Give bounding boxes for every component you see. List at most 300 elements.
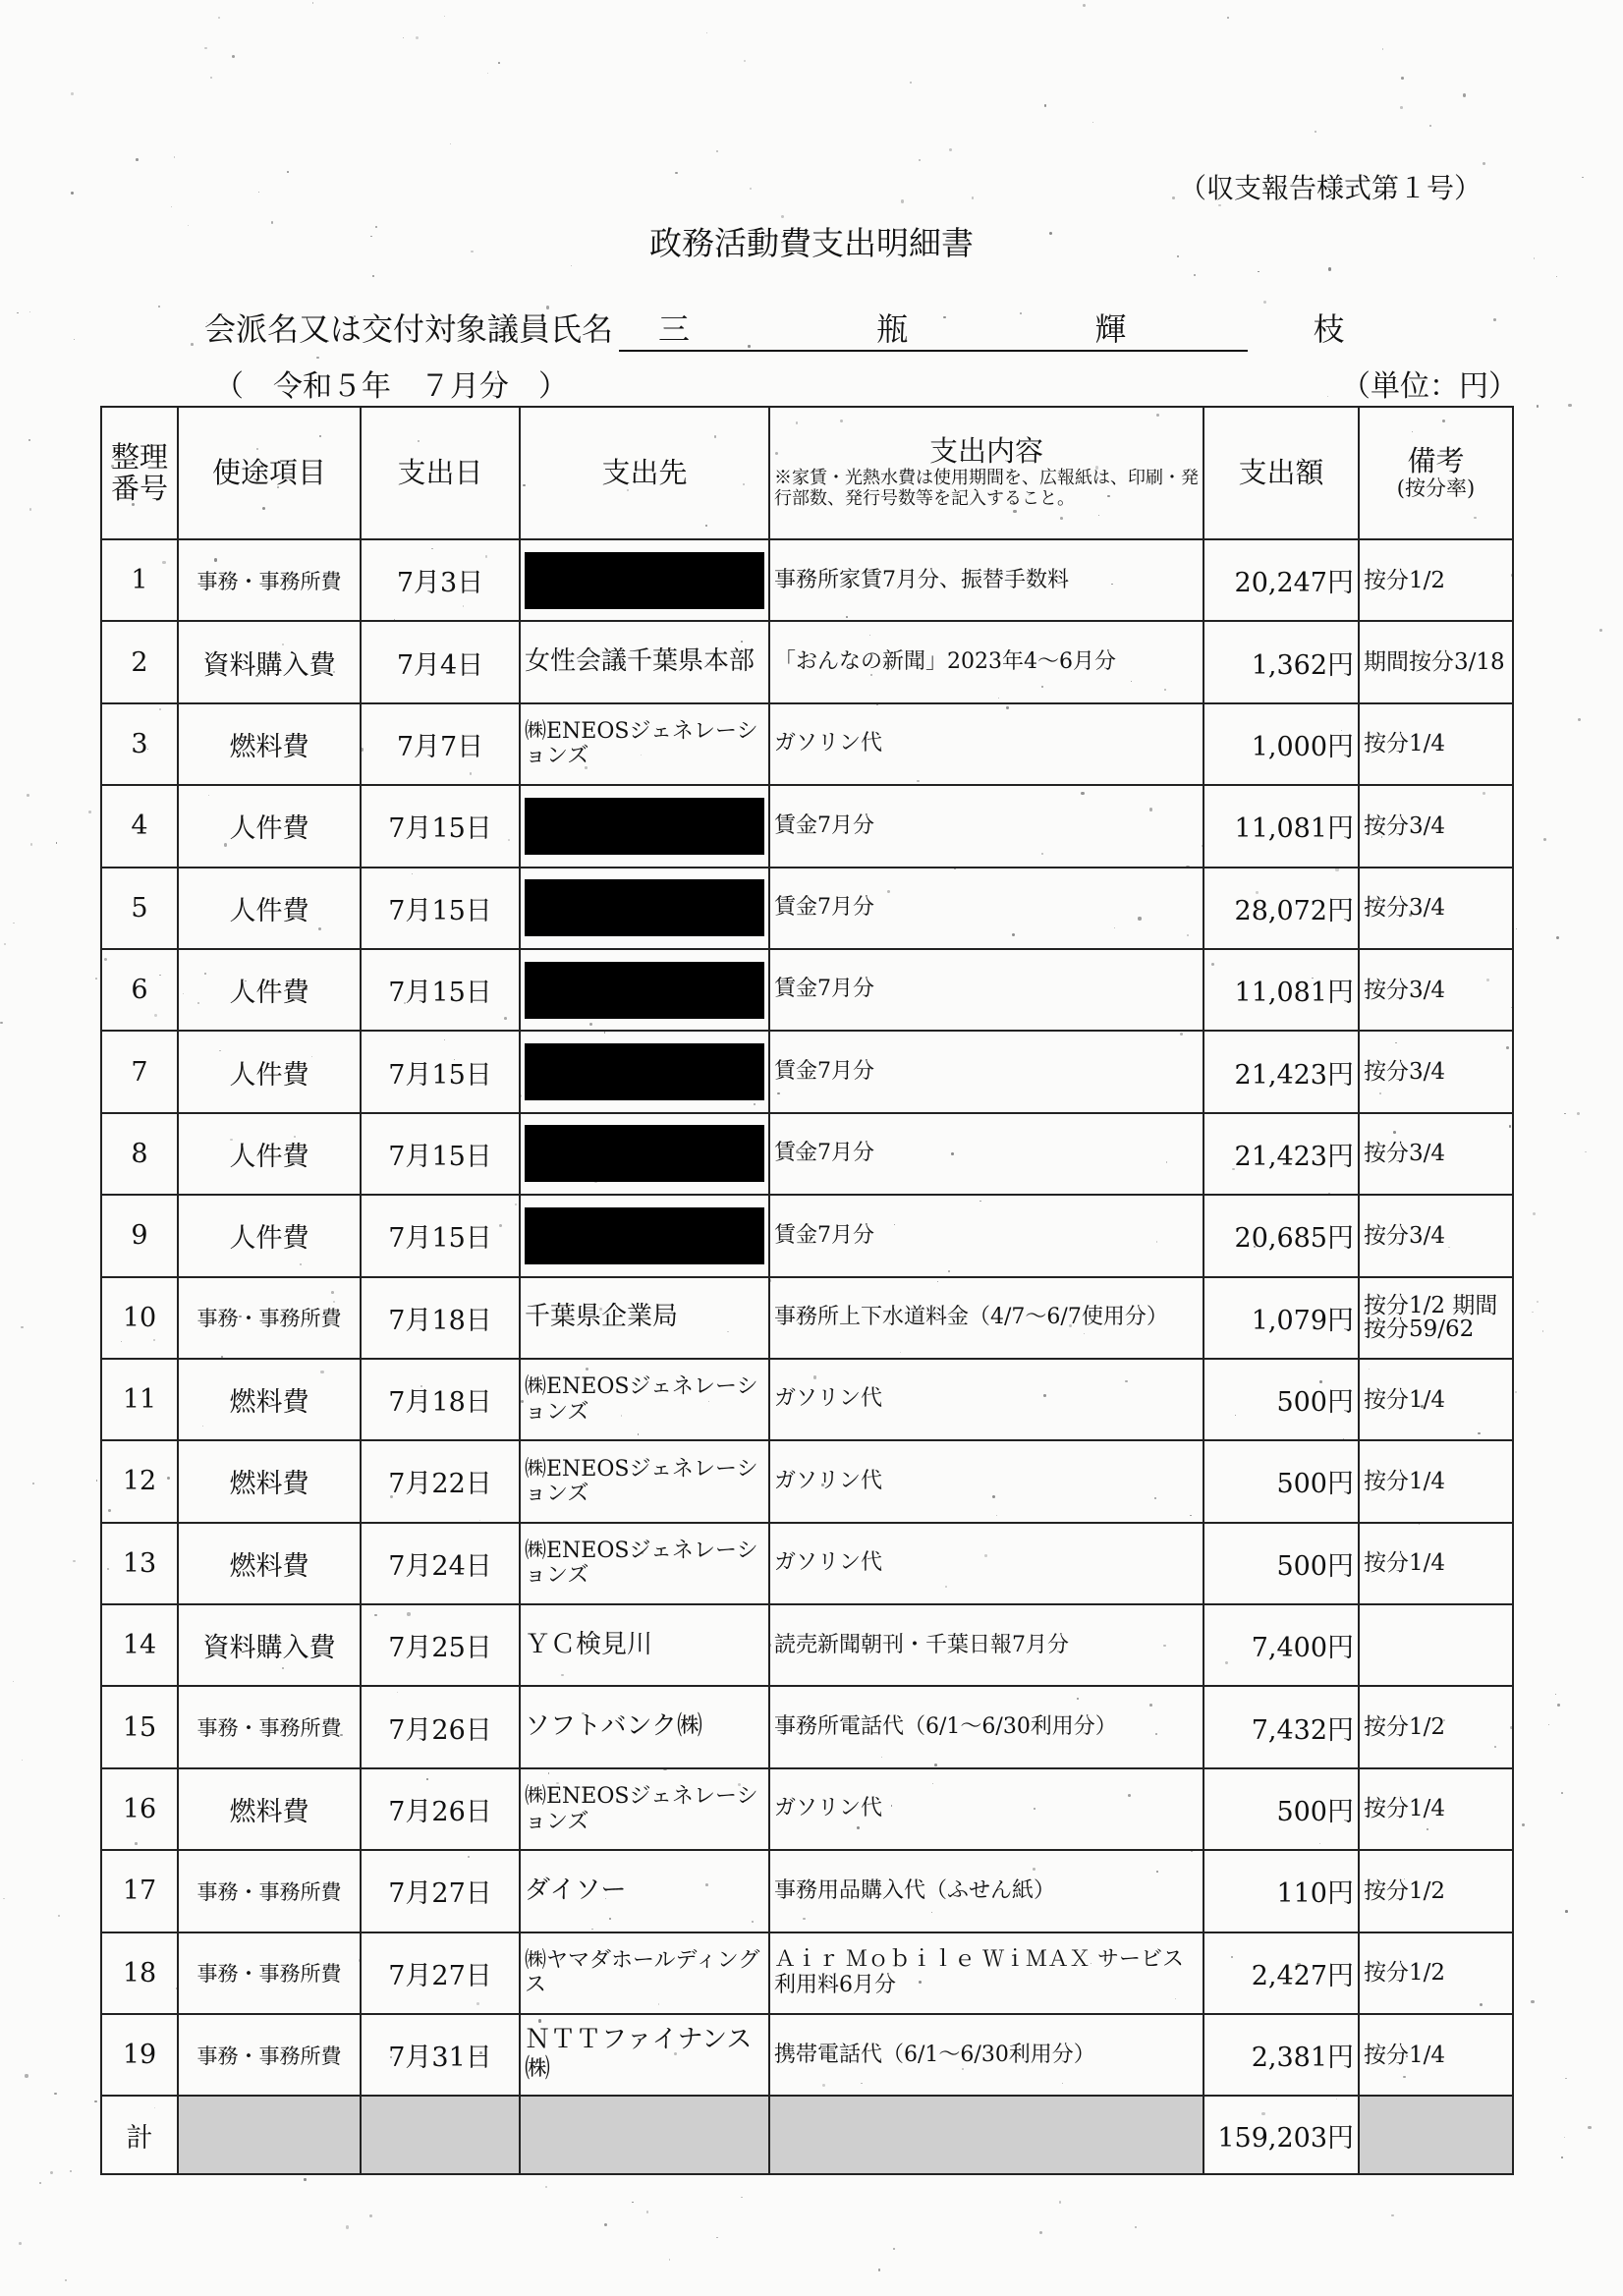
row-category: 燃料費 bbox=[178, 1359, 361, 1440]
scan-speck bbox=[1463, 93, 1466, 96]
table-row bbox=[101, 1113, 1513, 1195]
scan-speck bbox=[949, 148, 952, 151]
scan-speck bbox=[29, 311, 30, 312]
redaction-bar bbox=[525, 962, 764, 1019]
row-description: 事務所上下水道料金（4/7～6/7使用分） bbox=[769, 1277, 1203, 1359]
row-description: 賃金7月分 bbox=[769, 1113, 1203, 1195]
scan-speck bbox=[218, 17, 220, 19]
scan-speck bbox=[403, 37, 404, 38]
scan-speck bbox=[1227, 17, 1229, 19]
scan-speck bbox=[1391, 2214, 1393, 2216]
form-number: （収支報告様式第１号） bbox=[1179, 172, 1483, 204]
row-amount: 1,000円 bbox=[1203, 703, 1359, 785]
row-description: 「おんなの新聞」2023年4～6月分 bbox=[769, 621, 1203, 702]
row-payee: ＹＣ検見川 bbox=[520, 1604, 769, 1686]
scan-speck bbox=[744, 60, 746, 62]
row-category: 資料購入費 bbox=[178, 621, 361, 702]
row-number: 2 bbox=[101, 621, 178, 702]
scan-speck bbox=[71, 92, 73, 94]
scan-speck bbox=[1258, 271, 1259, 272]
row-category: 資料購入費 bbox=[178, 1604, 361, 1686]
col-header-description-note: ※家賃・光熱水費は使用期間を、広報紙は、印刷・発行部数、発行号数等を記入すること。 bbox=[774, 467, 1199, 510]
row-amount: 21,423円 bbox=[1203, 1113, 1359, 1195]
col-header-description bbox=[769, 407, 1203, 539]
row-payee: ㈱ENEOSジェネレーションズ bbox=[520, 1359, 769, 1440]
scan-speck bbox=[39, 2182, 42, 2185]
row-category: 燃料費 bbox=[178, 703, 361, 785]
scan-speck bbox=[95, 978, 97, 980]
scan-speck bbox=[204, 47, 207, 50]
row-payee: ＮＴＴファイナンス㈱ bbox=[520, 2014, 769, 2096]
scan-speck bbox=[74, 339, 75, 340]
scan-speck bbox=[1429, 125, 1431, 127]
row-category: 燃料費 bbox=[178, 1523, 361, 1604]
scan-speck bbox=[716, 2237, 717, 2238]
row-remarks: 按分3/4 bbox=[1359, 1113, 1513, 1195]
scan-speck bbox=[56, 842, 58, 844]
row-description: Ａｉｒ Ｍｏｂｉｌｅ ＷｉＭＡＸ サービス利用料6月分 bbox=[769, 1932, 1203, 2014]
scan-speck bbox=[304, 2178, 306, 2180]
scan-speck bbox=[878, 2268, 881, 2271]
scan-speck bbox=[174, 156, 175, 157]
table-header-row bbox=[101, 407, 1513, 539]
table-row bbox=[101, 1768, 1513, 1850]
scan-speck bbox=[750, 188, 752, 190]
row-date: 7月18日 bbox=[361, 1359, 520, 1440]
scan-speck bbox=[1599, 629, 1602, 632]
scan-speck bbox=[1315, 131, 1316, 133]
scan-speck bbox=[1543, 838, 1546, 841]
row-payee: ダイソー bbox=[520, 1850, 769, 1932]
row-number: 10 bbox=[101, 1277, 178, 1359]
row-category: 人件費 bbox=[178, 868, 361, 949]
scan-speck bbox=[669, 2259, 670, 2260]
scan-speck bbox=[716, 150, 718, 152]
row-date: 7月27日 bbox=[361, 1932, 520, 2014]
row-payee bbox=[520, 1031, 769, 1112]
redaction-bar bbox=[525, 879, 764, 936]
row-remarks: 按分3/4 bbox=[1359, 1195, 1513, 1276]
scan-speck bbox=[22, 1760, 23, 1761]
scan-speck bbox=[70, 2170, 72, 2172]
scan-speck bbox=[27, 794, 29, 797]
scan-speck bbox=[1401, 77, 1404, 80]
scan-speck bbox=[232, 55, 235, 58]
document-title: 政務活動費支出明細書 bbox=[649, 224, 974, 262]
table-row bbox=[101, 1195, 1513, 1276]
total-label: 計 bbox=[101, 2096, 178, 2174]
row-remarks: 按分1/4 bbox=[1359, 703, 1513, 785]
scan-speck bbox=[1555, 1694, 1556, 1695]
scan-speck bbox=[13, 923, 14, 924]
scan-speck bbox=[94, 2100, 97, 2103]
scan-speck bbox=[1588, 2126, 1591, 2129]
row-payee: ㈱ヤマダホールディングス bbox=[520, 1932, 769, 2014]
row-amount: 500円 bbox=[1203, 1359, 1359, 1440]
row-amount: 110円 bbox=[1203, 1850, 1359, 1932]
row-description: 賃金7月分 bbox=[769, 785, 1203, 867]
row-description: ガソリン代 bbox=[769, 1768, 1203, 1850]
scan-speck bbox=[158, 306, 161, 308]
member-name-label: 会派名又は交付対象議員氏名 bbox=[204, 310, 614, 348]
scan-speck bbox=[1483, 162, 1485, 165]
scan-speck bbox=[19, 2242, 22, 2245]
scan-speck bbox=[1561, 1792, 1563, 1794]
col-header-remarks bbox=[1359, 407, 1513, 539]
reporting-period: （ 令和５年 ７月分 ） bbox=[214, 369, 568, 404]
scan-speck bbox=[1522, 1823, 1525, 1826]
scan-speck bbox=[1194, 274, 1196, 276]
row-number: 16 bbox=[101, 1768, 178, 1850]
row-date: 7月15日 bbox=[361, 1195, 520, 1276]
scan-speck bbox=[258, 192, 259, 193]
scan-speck bbox=[1565, 1910, 1568, 1913]
row-date: 7月22日 bbox=[361, 1440, 520, 1522]
row-remarks: 按分1/2 bbox=[1359, 539, 1513, 621]
row-date: 7月18日 bbox=[361, 1277, 520, 1359]
scan-speck bbox=[1044, 104, 1047, 107]
row-category: 人件費 bbox=[178, 1195, 361, 1276]
row-number: 7 bbox=[101, 1031, 178, 1112]
row-category: 事務・事務所費 bbox=[178, 1932, 361, 2014]
scan-speck bbox=[910, 82, 912, 84]
scan-speck bbox=[50, 2171, 53, 2174]
scan-speck bbox=[487, 73, 488, 74]
row-date: 7月26日 bbox=[361, 1768, 520, 1850]
row-date: 7月15日 bbox=[361, 949, 520, 1031]
table-row bbox=[101, 621, 1513, 702]
row-category: 事務・事務所費 bbox=[178, 1850, 361, 1932]
scan-speck bbox=[1172, 196, 1175, 199]
row-date: 7月25日 bbox=[361, 1604, 520, 1686]
row-number: 6 bbox=[101, 949, 178, 1031]
scan-speck bbox=[1537, 405, 1539, 407]
total-blank-cell bbox=[769, 2096, 1203, 2174]
row-amount: 1,362円 bbox=[1203, 621, 1359, 702]
row-payee: ㈱ENEOSジェネレーションズ bbox=[520, 1440, 769, 1522]
row-description: 事務所家賃7月分、振替手数料 bbox=[769, 539, 1203, 621]
scan-speck bbox=[1556, 276, 1557, 277]
scan-speck bbox=[1578, 718, 1581, 721]
scan-speck bbox=[1039, 2231, 1042, 2234]
scan-speck bbox=[1565, 2078, 1567, 2080]
row-payee bbox=[520, 949, 769, 1031]
row-amount: 7,400円 bbox=[1203, 1604, 1359, 1686]
scan-speck bbox=[191, 343, 194, 346]
scan-speck bbox=[1533, 1212, 1536, 1215]
row-description: ガソリン代 bbox=[769, 703, 1203, 785]
scan-speck bbox=[901, 199, 904, 202]
table-row bbox=[101, 1932, 1513, 2014]
row-remarks: 按分1/4 bbox=[1359, 1440, 1513, 1522]
scan-speck bbox=[346, 2225, 349, 2228]
member-name-row bbox=[204, 305, 1433, 352]
scan-speck bbox=[1557, 1704, 1560, 1707]
row-remarks: 按分1/2 bbox=[1359, 1932, 1513, 2014]
col-header-no: 整理番号 bbox=[101, 407, 178, 539]
table-row bbox=[101, 1686, 1513, 1767]
row-category: 人件費 bbox=[178, 1113, 361, 1195]
row-number: 19 bbox=[101, 2014, 178, 2096]
row-date: 7月15日 bbox=[361, 1031, 520, 1112]
col-header-amount: 支出額 bbox=[1203, 407, 1359, 539]
col-header-remarks-sub: (按分率) bbox=[1396, 476, 1476, 500]
row-remarks: 按分1/2 bbox=[1359, 1850, 1513, 1932]
col-header-payee: 支出先 bbox=[520, 407, 769, 539]
row-category: 事務・事務所費 bbox=[178, 2014, 361, 2096]
row-remarks: 按分1/4 bbox=[1359, 2014, 1513, 2096]
row-description: 賃金7月分 bbox=[769, 1031, 1203, 1112]
member-name-value: 三 瓶 輝 枝 bbox=[619, 305, 1248, 352]
scan-speck bbox=[58, 1915, 60, 1917]
scan-speck bbox=[369, 2214, 372, 2217]
row-amount: 7,432円 bbox=[1203, 1686, 1359, 1767]
col-header-date: 支出日 bbox=[361, 407, 520, 539]
row-remarks: 按分1/2 bbox=[1359, 1686, 1513, 1767]
scan-speck bbox=[1561, 2156, 1563, 2158]
table-row bbox=[101, 539, 1513, 621]
scan-speck bbox=[21, 1326, 23, 1328]
row-date: 7月7日 bbox=[361, 703, 520, 785]
row-number: 18 bbox=[101, 1932, 178, 2014]
row-date: 7月24日 bbox=[361, 1523, 520, 1604]
scan-speck bbox=[646, 2211, 648, 2212]
table-row bbox=[101, 2014, 1513, 2096]
row-amount: 1,079円 bbox=[1203, 1277, 1359, 1359]
col-header-description-label: 支出内容 bbox=[928, 433, 1043, 468]
row-date: 7月4日 bbox=[361, 621, 520, 702]
scan-speck bbox=[1582, 177, 1584, 179]
row-category: 燃料費 bbox=[178, 1768, 361, 1850]
scan-speck bbox=[893, 2248, 894, 2249]
row-remarks bbox=[1359, 1604, 1513, 1686]
scan-speck bbox=[972, 196, 975, 199]
scan-speck bbox=[32, 1483, 34, 1484]
row-remarks: 按分1/4 bbox=[1359, 1768, 1513, 1850]
table-row bbox=[101, 1277, 1513, 1359]
scan-speck bbox=[1585, 1151, 1586, 1152]
row-date: 7月15日 bbox=[361, 868, 520, 949]
scan-speck bbox=[25, 2074, 28, 2077]
scan-speck bbox=[73, 1560, 76, 1563]
table-row bbox=[101, 1523, 1513, 1604]
scan-speck bbox=[706, 32, 708, 34]
col-header-category: 使途項目 bbox=[178, 407, 361, 539]
redaction-bar bbox=[525, 552, 764, 609]
table-row bbox=[101, 1604, 1513, 1686]
scan-speck bbox=[17, 312, 19, 314]
table-row bbox=[101, 1440, 1513, 1522]
scan-speck bbox=[1516, 928, 1517, 929]
row-number: 13 bbox=[101, 1523, 178, 1604]
scan-speck bbox=[28, 439, 29, 440]
row-category: 事務・事務所費 bbox=[178, 1277, 361, 1359]
row-date: 7月31日 bbox=[361, 2014, 520, 2096]
row-category: 人件費 bbox=[178, 949, 361, 1031]
scan-speck bbox=[1400, 106, 1403, 109]
row-date: 7月15日 bbox=[361, 1113, 520, 1195]
row-description: 事務用品購入代（ふせん紙） bbox=[769, 1850, 1203, 1932]
row-amount: 28,072円 bbox=[1203, 868, 1359, 949]
table-row bbox=[101, 1359, 1513, 1440]
row-description: ガソリン代 bbox=[769, 1523, 1203, 1604]
col-header-remarks-label: 備考 bbox=[1407, 444, 1465, 477]
row-remarks: 按分3/4 bbox=[1359, 1031, 1513, 1112]
row-number: 5 bbox=[101, 868, 178, 949]
scan-speck bbox=[96, 1480, 98, 1482]
row-description: 賃金7月分 bbox=[769, 949, 1203, 1031]
row-amount: 20,685円 bbox=[1203, 1195, 1359, 1276]
total-row bbox=[101, 2096, 1513, 2174]
row-payee: ㈱ENEOSジェネレーションズ bbox=[520, 703, 769, 785]
row-amount: 21,423円 bbox=[1203, 1031, 1359, 1112]
scan-speck bbox=[136, 158, 139, 161]
scan-speck bbox=[4, 943, 6, 945]
table-row bbox=[101, 949, 1513, 1031]
row-category: 事務・事務所費 bbox=[178, 539, 361, 621]
scan-speck bbox=[1263, 301, 1266, 304]
scan-speck bbox=[632, 2202, 633, 2203]
scan-speck bbox=[1328, 267, 1331, 270]
scan-speck bbox=[1564, 2137, 1565, 2138]
row-number: 3 bbox=[101, 703, 178, 785]
scan-speck bbox=[3, 1898, 4, 1899]
scan-speck bbox=[30, 843, 33, 846]
row-date: 7月26日 bbox=[361, 1686, 520, 1767]
scan-speck bbox=[416, 36, 419, 39]
row-category: 事務・事務所費 bbox=[178, 1686, 361, 1767]
scan-speck bbox=[1531, 2000, 1534, 2003]
total-blank-cell bbox=[361, 2096, 520, 2174]
scan-speck bbox=[1532, 1312, 1533, 1313]
scan-speck bbox=[675, 172, 677, 174]
scan-speck bbox=[1493, 318, 1496, 321]
scan-speck bbox=[919, 159, 920, 160]
scan-speck bbox=[1556, 936, 1559, 939]
row-description: ガソリン代 bbox=[769, 1440, 1203, 1522]
scan-speck bbox=[741, 2197, 742, 2198]
row-number: 9 bbox=[101, 1195, 178, 1276]
scan-speck bbox=[171, 206, 173, 208]
redaction-bar bbox=[525, 1043, 764, 1100]
row-payee: ㈱ENEOSジェネレーションズ bbox=[520, 1768, 769, 1850]
scan-speck bbox=[1537, 1301, 1539, 1303]
total-blank-cell bbox=[520, 2096, 769, 2174]
row-amount: 500円 bbox=[1203, 1440, 1359, 1522]
scan-speck bbox=[450, 143, 451, 144]
scan-speck bbox=[1548, 1724, 1549, 1725]
scan-speck bbox=[1564, 1113, 1565, 1114]
row-number: 15 bbox=[101, 1686, 178, 1767]
row-payee: 女性会議千葉県本部 bbox=[520, 621, 769, 702]
redaction-bar bbox=[525, 1207, 764, 1264]
scan-speck bbox=[0, 1022, 2, 1024]
row-remarks: 按分1/2 期間按分59/62 bbox=[1359, 1277, 1513, 1359]
scan-speck bbox=[312, 2, 313, 3]
table-row bbox=[101, 1031, 1513, 1112]
row-remarks: 按分1/4 bbox=[1359, 1359, 1513, 1440]
row-date: 7月27日 bbox=[361, 1850, 520, 1932]
row-number: 1 bbox=[101, 539, 178, 621]
scan-speck bbox=[1542, 1330, 1543, 1331]
redaction-bar bbox=[525, 1125, 764, 1182]
row-description: 携帯電話代（6/1～6/30利用分） bbox=[769, 2014, 1203, 2096]
expense-table bbox=[100, 406, 1514, 2175]
scan-speck bbox=[1515, 1391, 1517, 1393]
scan-speck bbox=[1059, 2201, 1062, 2204]
scan-speck bbox=[1568, 404, 1571, 407]
row-remarks: 期間按分3/18 bbox=[1359, 621, 1513, 702]
row-remarks: 按分3/4 bbox=[1359, 868, 1513, 949]
row-category: 燃料費 bbox=[178, 1440, 361, 1522]
row-description: ガソリン代 bbox=[769, 1359, 1203, 1440]
row-date: 7月3日 bbox=[361, 539, 520, 621]
row-description: 事務所電話代（6/1～6/30利用分） bbox=[769, 1686, 1203, 1767]
row-remarks: 按分3/4 bbox=[1359, 949, 1513, 1031]
row-number: 4 bbox=[101, 785, 178, 867]
scan-speck bbox=[71, 192, 74, 195]
row-number: 14 bbox=[101, 1604, 178, 1686]
scan-speck bbox=[210, 77, 212, 79]
row-payee: ソフトバンク㈱ bbox=[520, 1686, 769, 1767]
row-remarks: 按分3/4 bbox=[1359, 785, 1513, 867]
total-amount: 159,203円 bbox=[1203, 2096, 1359, 2174]
row-description: 賃金7月分 bbox=[769, 868, 1203, 949]
row-number: 12 bbox=[101, 1440, 178, 1522]
table-row bbox=[101, 785, 1513, 867]
row-amount: 20,247円 bbox=[1203, 539, 1359, 621]
total-blank-cell bbox=[178, 2096, 361, 2174]
row-number: 17 bbox=[101, 1850, 178, 1932]
table-row bbox=[101, 703, 1513, 785]
row-payee bbox=[520, 1195, 769, 1276]
row-amount: 2,381円 bbox=[1203, 2014, 1359, 2096]
scan-speck bbox=[88, 811, 91, 813]
redaction-bar bbox=[525, 798, 764, 855]
scan-speck bbox=[545, 2186, 547, 2188]
row-payee bbox=[520, 868, 769, 949]
scan-speck bbox=[498, 62, 500, 64]
scan-speck bbox=[1327, 396, 1328, 397]
scan-speck bbox=[54, 2093, 57, 2096]
row-payee: 千葉県企業局 bbox=[520, 1277, 769, 1359]
scan-speck bbox=[13, 1681, 15, 1683]
scan-speck bbox=[65, 2279, 67, 2281]
unit-label: （単位：円） bbox=[1341, 369, 1518, 404]
row-payee bbox=[520, 785, 769, 867]
table-row bbox=[101, 868, 1513, 949]
row-amount: 500円 bbox=[1203, 1523, 1359, 1604]
scan-speck bbox=[571, 265, 572, 266]
scan-speck bbox=[1577, 1112, 1580, 1115]
scan-speck bbox=[444, 16, 445, 17]
row-amount: 11,081円 bbox=[1203, 785, 1359, 867]
scan-speck bbox=[1135, 2226, 1136, 2227]
scan-speck bbox=[1382, 48, 1383, 49]
scan-speck bbox=[29, 508, 31, 510]
row-remarks: 按分1/4 bbox=[1359, 1523, 1513, 1604]
table-row bbox=[101, 1850, 1513, 1932]
row-amount: 2,427円 bbox=[1203, 1932, 1359, 2014]
row-date: 7月15日 bbox=[361, 785, 520, 867]
scan-speck bbox=[1092, 122, 1093, 123]
row-description: 賃金7月分 bbox=[769, 1195, 1203, 1276]
scan-speck bbox=[372, 275, 375, 278]
scan-speck bbox=[604, 2223, 607, 2226]
row-payee bbox=[520, 539, 769, 621]
scan-speck bbox=[287, 171, 289, 173]
row-payee bbox=[520, 1113, 769, 1195]
